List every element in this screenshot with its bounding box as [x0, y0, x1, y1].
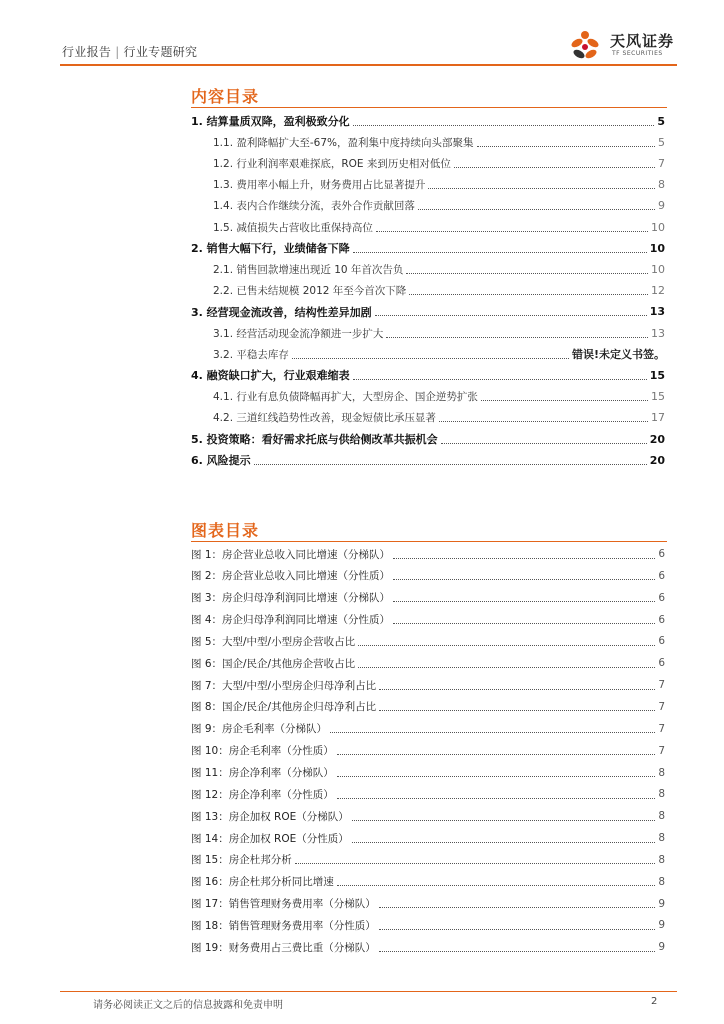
footer-divider — [60, 991, 677, 992]
figure-entry-page: 6 — [658, 591, 665, 604]
figure-entry-page: 7 — [658, 679, 665, 692]
toc-entry-page: 20 — [649, 432, 665, 446]
toc-entry-level2[interactable] — [213, 197, 665, 215]
dot-leader — [353, 125, 655, 126]
figure-entry[interactable] — [191, 654, 665, 672]
toc-entry-level2[interactable] — [213, 133, 665, 151]
toc-entry-level2[interactable] — [213, 176, 665, 194]
dot-leader — [386, 337, 648, 338]
toc-entry-page: 7 — [658, 156, 665, 170]
figure-entry[interactable] — [191, 851, 665, 869]
figure-entry[interactable] — [191, 785, 665, 803]
report-subcategory: 行业专题研究 — [123, 45, 198, 59]
toc-entry-level1[interactable] — [191, 112, 665, 130]
toc-entry-text: 4.2. 三道红线趋势性改善，现金短债比承压显著 — [213, 412, 436, 425]
dot-leader — [353, 252, 647, 253]
header-separator: | — [115, 45, 120, 59]
figures-title: 图表目录 — [191, 521, 260, 540]
figure-entry-page: 8 — [658, 875, 665, 888]
toc-entry-page: 12 — [651, 284, 665, 298]
toc-entry-level1[interactable] — [191, 430, 665, 448]
dot-leader — [352, 842, 656, 843]
dot-leader — [441, 443, 647, 444]
figure-entry[interactable] — [191, 632, 665, 650]
figure-entry-page: 8 — [658, 788, 665, 801]
toc-entry-text: 2.1. 销售回款增速出现近 10 年首次告负 — [213, 263, 404, 276]
figure-entry-text: 图 11：房企净利率（分梯队） — [191, 767, 334, 779]
toc-entry-page: 13 — [649, 305, 665, 319]
figure-entry-page: 9 — [658, 941, 665, 954]
figure-entry-text: 图 16：房企杜邦分析同比增速 — [191, 876, 334, 889]
figure-entry-text: 图 17：销售管理财务费用率（分梯队） — [191, 898, 376, 911]
dot-leader — [352, 820, 656, 821]
figure-entry-page: 6 — [658, 548, 665, 560]
dot-leader — [379, 951, 656, 952]
toc-entry-page: 8 — [658, 178, 665, 192]
figure-entry-page: 9 — [658, 919, 665, 932]
dot-leader — [330, 732, 655, 733]
toc-entry-page: 13 — [651, 326, 665, 340]
toc-entry-level2[interactable] — [213, 388, 665, 406]
figure-entry-page: 6 — [658, 569, 665, 582]
brand-name: 天风证券 — [610, 32, 675, 50]
toc-entry-text: 6. 风险提示 — [191, 454, 251, 468]
figure-entry-page: 6 — [658, 613, 665, 626]
toc-entry-text: 5. 投资策略：看好需求托底与供给侧改革共振机会 — [191, 433, 438, 446]
toc-entry-level1[interactable] — [191, 239, 665, 257]
figure-entry-text: 图 12：房企净利率（分性质） — [191, 788, 334, 801]
footer-disclaimer: 请务必阅读正文之后的信息披露和免责申明 — [93, 1000, 283, 1011]
figure-entry-page: 7 — [658, 722, 665, 735]
toc-entry-page: 10 — [651, 262, 665, 276]
toc-entry-level2[interactable] — [213, 282, 665, 300]
figure-entry-text: 图 6：国企/民企/其他房企营收占比 — [191, 657, 356, 670]
toc-entry-text: 3. 经营现金流改善，结构性差异加剧 — [191, 305, 372, 319]
toc-title-underline — [191, 107, 667, 108]
figure-entry-text: 图 13：房企加权 ROE（分梯队） — [191, 810, 349, 823]
dot-leader — [379, 710, 655, 711]
toc-entry-text: 3.1. 经营活动现金流净额进一步扩大 — [213, 327, 384, 340]
dot-leader — [376, 231, 648, 232]
figure-entry-page: 6 — [658, 635, 665, 648]
toc-entry-text: 2.2. 已售未结规模 2012 年至今首次下降 — [213, 285, 407, 298]
figure-entry[interactable] — [191, 545, 665, 563]
toc-entry-level2[interactable] — [213, 218, 665, 236]
toc-entry-text: 1.5. 减值损失占营收比重保持高位 — [213, 221, 373, 234]
toc-entry-text: 2. 销售大幅下行，业绩储备下降 — [191, 242, 350, 256]
dot-leader — [337, 885, 656, 886]
dot-leader — [295, 863, 656, 864]
toc-entry-page: 17 — [651, 411, 665, 425]
figure-entry[interactable] — [191, 720, 665, 738]
figure-entry-text: 图 14：房企加权 ROE（分性质） — [191, 832, 349, 845]
dot-leader — [477, 146, 656, 147]
toc-entry-text: 1.2. 行业利润率艰难探底，ROE 来到历史相对低位 — [213, 157, 451, 170]
dot-leader — [379, 689, 655, 690]
figure-entry[interactable] — [191, 764, 665, 782]
figure-entry[interactable] — [191, 611, 665, 629]
dot-leader — [292, 358, 569, 359]
dot-leader — [353, 379, 647, 380]
toc-entry-text: 4.1. 行业有息负债降幅再扩大，大型房企、国企逆势扩张 — [213, 391, 478, 404]
toc-entry-text: 1.1. 盈利降幅扩大至-67%，盈利集中度持续向头部聚集 — [213, 136, 474, 149]
toc-entry-text: 1.4. 表内合作继续分流，表外合作贡献回落 — [213, 200, 415, 213]
toc-entry-page: 5 — [658, 135, 665, 149]
dot-leader — [393, 623, 655, 624]
figure-entry-text: 图 10：房企毛利率（分性质） — [191, 745, 334, 758]
figure-entry-text: 图 15：房企杜邦分析 — [191, 854, 292, 867]
dot-leader — [393, 558, 655, 559]
figure-entry[interactable] — [191, 676, 665, 694]
figure-entry-text: 图 3：房企归母净利润同比增速（分梯队） — [191, 592, 391, 605]
toc-entry-page: 15 — [651, 390, 665, 404]
dot-leader — [393, 579, 655, 580]
figure-entry[interactable] — [191, 829, 665, 847]
dot-leader — [454, 167, 655, 168]
figure-entry[interactable] — [191, 698, 665, 716]
figure-entry-text: 图 9：房企毛利率（分梯队） — [191, 723, 328, 736]
figure-entry-page: 8 — [658, 810, 665, 823]
dot-leader — [337, 798, 656, 799]
toc-entry-level2[interactable] — [213, 345, 665, 363]
figure-entry-page: 7 — [658, 700, 665, 713]
toc-entry-level1[interactable] — [191, 303, 665, 321]
toc-entry-text: 1.3. 费用率小幅上升，财务费用占比显著提升 — [213, 179, 426, 192]
dot-leader — [375, 315, 647, 316]
figure-entry[interactable] — [191, 589, 665, 607]
toc-entry-text: 1. 结算量质双降，盈利极致分化 — [191, 115, 350, 128]
report-category: 行业报告 — [62, 45, 112, 59]
figure-entry-text: 图 18：销售管理财务费用率（分性质） — [191, 919, 376, 932]
figure-entry[interactable] — [191, 916, 665, 934]
figure-entry-text: 图 2：房企营业总收入同比增速（分性质） — [191, 570, 391, 583]
figures-title-underline — [191, 541, 667, 542]
figure-entry-text: 图 5：大型/中型/小型房企营收占比 — [191, 635, 356, 648]
figure-entry-page: 8 — [658, 766, 665, 779]
figure-entry[interactable] — [191, 807, 665, 825]
figure-entry-text: 图 7：大型/中型/小型房企归母净利占比 — [191, 679, 377, 692]
brand-subtitle: TF SECURITIES — [612, 50, 663, 57]
dot-leader — [481, 400, 648, 401]
toc-entry-level2[interactable] — [213, 409, 665, 427]
dot-leader — [337, 776, 656, 777]
figure-entry[interactable] — [191, 895, 665, 913]
dot-leader — [439, 421, 648, 422]
toc-entry-page: 10 — [651, 220, 665, 234]
header-divider — [60, 64, 677, 66]
figure-entry-text: 图 4：房企归母净利润同比增速（分性质） — [191, 614, 391, 627]
dot-leader — [406, 273, 648, 274]
figure-entry[interactable] — [191, 873, 665, 891]
toc-entry-level1[interactable] — [191, 366, 665, 384]
figure-entry-text: 图 8：国企/民企/其他房企归母净利占比 — [191, 701, 377, 714]
dot-leader — [337, 754, 656, 755]
dot-leader — [379, 929, 656, 930]
dot-leader — [358, 645, 655, 646]
figure-entry-text: 图 1：房企营业总收入同比增速（分梯队） — [191, 548, 391, 561]
figure-entry-page: 7 — [658, 744, 665, 757]
toc-entry-level2[interactable] — [213, 154, 665, 172]
figure-entry-text: 图 19：财务费用占三费比重（分梯队） — [191, 941, 376, 954]
toc-entry-page: 9 — [658, 199, 665, 213]
figure-entry[interactable] — [191, 742, 665, 760]
toc-entry-text: 3.2. 平稳去库存 — [213, 348, 289, 361]
toc-entry-level2[interactable] — [213, 324, 665, 342]
dot-leader — [418, 209, 655, 210]
figure-entry-page: 8 — [658, 832, 665, 845]
toc-entry-page: 15 — [649, 368, 665, 382]
dot-leader — [393, 601, 655, 602]
figure-entry[interactable] — [191, 567, 665, 585]
toc-entry-text: 4. 融资缺口扩大，行业艰难缩表 — [191, 369, 350, 383]
toc-entry-page: 5 — [657, 114, 665, 128]
dot-leader — [358, 667, 655, 668]
page-number: 2 — [651, 996, 658, 1007]
figure-entry-page: 6 — [658, 657, 665, 670]
toc-entry-page: 错误!未定义书签。 — [571, 348, 665, 362]
dot-leader — [428, 188, 655, 189]
figure-entry[interactable] — [191, 938, 665, 956]
toc-entry-page: 20 — [649, 453, 665, 467]
toc-entry-level1[interactable] — [191, 451, 665, 469]
report-header — [62, 43, 197, 60]
dot-leader — [254, 464, 647, 465]
figure-entry-page: 9 — [658, 897, 665, 910]
toc-title: 内容目录 — [191, 87, 260, 106]
figure-entry-page: 8 — [658, 853, 665, 866]
dot-leader — [379, 907, 656, 908]
dot-leader — [409, 294, 648, 295]
toc-entry-level2[interactable] — [213, 260, 665, 278]
toc-entry-page: 10 — [649, 241, 665, 255]
